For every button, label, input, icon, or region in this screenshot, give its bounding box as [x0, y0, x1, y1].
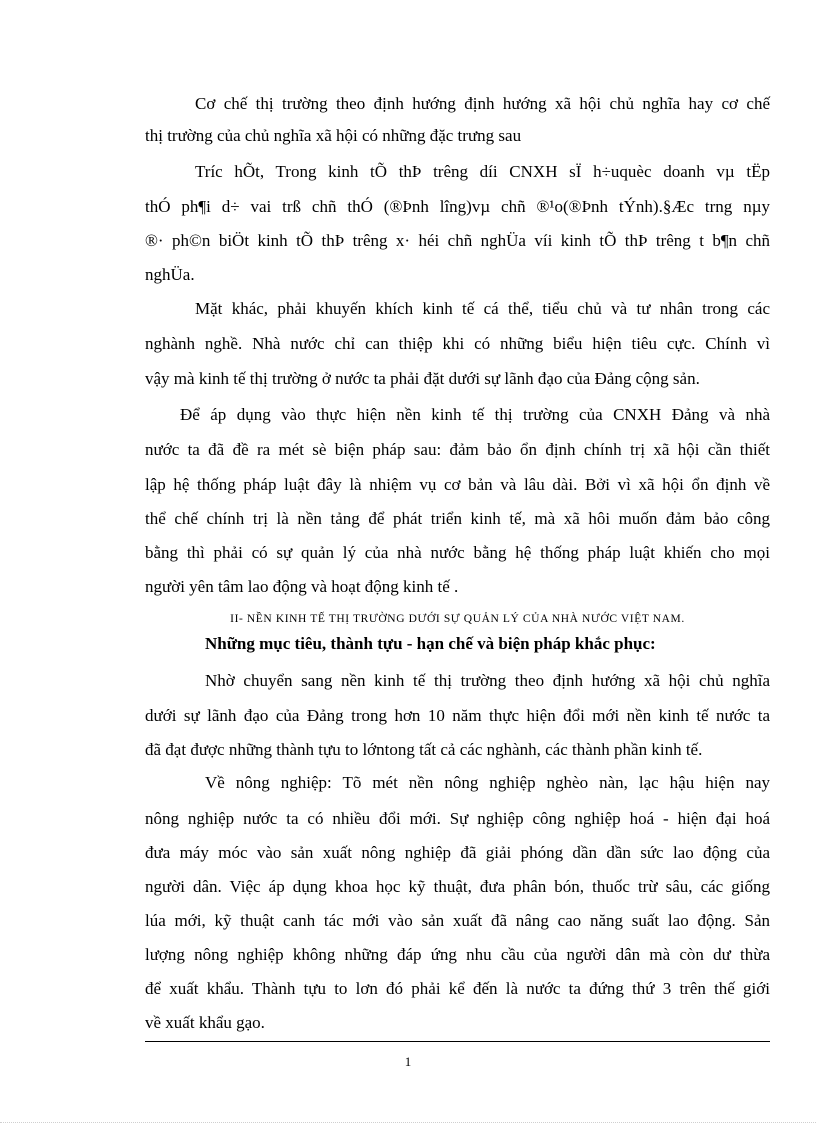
paragraph-6-line-6: lượng nông nghiệp không những đáp ứng nhu cầu của người dân mà còn dư thừa: [145, 945, 770, 964]
paragraph-3-line-1: Mặt khác, phải khuyến khích kinh tế cá thể, tiểu chủ và tư nhân trong các: [195, 299, 770, 318]
subsection-heading: Những mục tiêu, thành tựu - hạn chế và biện pháp khắc phục:: [205, 634, 656, 653]
paragraph-5-line-1: Nhờ chuyển sang nền kinh tế thị trường theo định hướng xã hội chủ nghĩa: [205, 671, 770, 690]
paragraph-5-line-2: dưới sự lãnh đạo của Đảng trong hơn 10 năm thực hiện đổi mới nền kinh tế nước ta: [145, 706, 770, 725]
paragraph-4-line-4: thể chế chính trị là nền tảng để phát triển kinh tế, mà xã hôi muốn đảm bảo công: [145, 509, 770, 528]
paragraph-2-line-2: thÓ ph¶i d÷ vai trß chñ thÓ (®Þnh lîng)vµ chñ ®¹o(®Þnh tÝnh).§Æc trng nµy: [145, 197, 770, 216]
paragraph-4-line-2: nước ta đã đề ra mét sè biện pháp sau: đảm bảo ổn định chính trị xã hội cần thiết: [145, 440, 770, 459]
paragraph-3-line-2: nghành nghề. Nhà nước chỉ can thiệp khi có những biểu hiện tiêu cực. Chính vì: [145, 334, 770, 353]
paragraph-6-line-2: nông nghiệp nước ta có nhiều đổi mới. Sự nghiệp công nghiệp hoá - hiện đại hoá: [145, 809, 770, 828]
paragraph-4-line-5: bằng thì phải có sự quản lý của nhà nước bằng hệ thống pháp luật khiến cho mọi: [145, 543, 770, 562]
paragraph-5-line-3: đã đạt được những thành tựu to lớntong tất cả các nghành, các thành phần kinh tế.: [145, 740, 703, 759]
paragraph-2-line-4: nghÜa.: [145, 265, 195, 284]
paragraph-1-line-1: Cơ chế thị trường theo định hướng định hướng xã hội chủ nghĩa hay cơ chế: [195, 94, 770, 113]
paragraph-6-line-7: để xuất khẩu. Thành tựu to lơn đó phải kể đến là nước ta đứng thứ 3 trên thế giới: [145, 979, 770, 998]
paragraph-2-line-3: ®· ph©n biÖt kinh tÕ thÞ trêng x· héi chñ nghÜa víi kinh tÕ thÞ trêng t b¶n chñ: [145, 231, 770, 250]
paragraph-3-line-3: vậy mà kinh tế thị trường ở nước ta phải đặt dưới sự lãnh đạo của Đảng cộng sản.: [145, 369, 700, 388]
paragraph-4-line-3: lập hệ thống pháp luật đây là nhiệm vụ cơ bản và lâu dài. Bởi vì xã hội ổn định về: [145, 475, 770, 494]
paragraph-6-line-8: về xuất khẩu gạo.: [145, 1013, 265, 1032]
paragraph-6-line-1: Về nông nghiệp: Tõ mét nền nông nghiệp nghèo nàn, lạc hậu hiện nay: [205, 773, 770, 792]
paragraph-6-line-5: lúa mới, kỹ thuật canh tác mới vào sản xuất đã nâng cao năng suất lao động. Sản: [145, 911, 770, 930]
paragraph-6-line-3: đưa máy móc vào sản xuất nông nghiệp đã giải phóng dần dần sức lao động của: [145, 843, 770, 862]
paragraph-1-line-2: thị trường của chủ nghĩa xã hội có những đặc trưng sau: [145, 126, 522, 145]
footer-rule: [145, 1041, 770, 1042]
page-number: 1: [404, 1054, 412, 1069]
section-heading: II- NỀN KINH TẾ THỊ TRƯỜNG DƯỚI SỰ QUẢN LÝ CỦA NHÀ NƯỚC VIỆT NAM.: [230, 613, 685, 625]
paragraph-4-line-1: Để áp dụng vào thực hiện nền kinh tế thị trường của CNXH Đảng và nhà: [180, 405, 770, 424]
paragraph-6-line-4: người dân. Việc áp dụng khoa học kỹ thuật, đưa phân bón, thuốc trừ sâu, các giống: [145, 877, 770, 896]
paragraph-4-line-6: người yên tâm lao động và hoạt động kinh tế .: [145, 577, 459, 596]
paragraph-2-line-1: Tríc hÕt, Trong kinh tÕ thÞ trêng díi CNXH sÏ h÷uquèc doanh vµ tËp: [195, 162, 770, 181]
